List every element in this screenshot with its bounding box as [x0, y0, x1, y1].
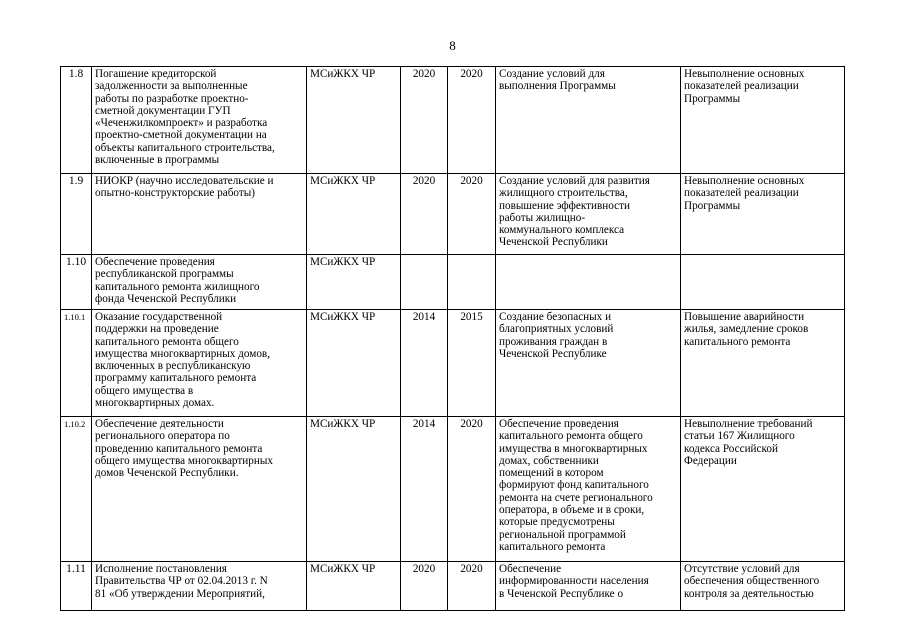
table-row [61, 417, 845, 562]
end-year: 2015 [448, 310, 496, 417]
measure-name: Оказание государственной поддержки на проведение капитального ремонта общего имущества многоквартирных домов, включенных в республиканскую программу капитального ремонта общего имущества в многоквартирных домах. [92, 310, 307, 417]
table-row [61, 310, 845, 417]
measure-name: Обеспечение проведения республиканской программы капитального ремонта жилищного фонда Чеченской Республики [92, 255, 307, 310]
page-number: 8 [449, 38, 456, 53]
end-year: 2020 [448, 417, 496, 562]
end-year: 2020 [448, 174, 496, 255]
row-number: 1.10.1 [61, 310, 92, 417]
non-fulfillment-consequence: Невыполнение основных показателей реализации Программы [681, 174, 845, 255]
table-row [61, 562, 845, 611]
executor-cell: МСиЖКХ ЧР [307, 417, 401, 562]
executor-cell: МСиЖКХ ЧР [307, 174, 401, 255]
table-row [61, 174, 845, 255]
start-year: 2014 [401, 310, 448, 417]
table-row [61, 255, 845, 310]
expected-result: Обеспечение проведения капитального ремонта общего имущества в многоквартирных домах, собственники помещений в котором формируют фонд капитального ремонта на счете регионального оператора, в объеме и в сроки, которые предусмотрены региональной программой капитального ремонта [496, 417, 681, 562]
row-number: 1.11 [61, 562, 92, 611]
measure-name: Исполнение постановления Правительства ЧР от 02.04.2013 г. N 81 «Об утверждении Мероприятий, [92, 562, 307, 611]
start-year: 2014 [401, 417, 448, 562]
measure-name: Погашение кредиторской задолженности за выполненные работы по разработке проектно- сметной документации ГУП «Чеченжилкомпроект» и разработка проектно-сметной документации на объекты капитального строительства, включенные в программы [92, 67, 307, 174]
non-fulfillment-consequence: Невыполнение основных показателей реализации Программы [681, 67, 845, 174]
non-fulfillment-consequence: Повышение аварийности жилья, замедление сроков капитального ремонта [681, 310, 845, 417]
non-fulfillment-consequence [681, 255, 845, 310]
executor-cell: МСиЖКХ ЧР [307, 67, 401, 174]
row-number: 1.9 [61, 174, 92, 255]
measures-table [60, 66, 845, 611]
end-year: 2020 [448, 67, 496, 174]
start-year: 2020 [401, 562, 448, 611]
row-number: 1.8 [61, 67, 92, 174]
table-row [61, 67, 845, 174]
start-year: 2020 [401, 174, 448, 255]
row-number: 1.10.2 [61, 417, 92, 562]
expected-result: Создание условий для развития жилищного строительства, повышение эффективности работы жилищно- коммунального комплекса Чеченской Республики [496, 174, 681, 255]
executor-cell: МСиЖКХ ЧР [307, 562, 401, 611]
expected-result: Создание безопасных и благоприятных условий проживания граждан в Чеченской Республике [496, 310, 681, 417]
start-year: 2020 [401, 67, 448, 174]
non-fulfillment-consequence: Отсутствие условий для обеспечения общественного контроля за деятельностью [681, 562, 845, 611]
non-fulfillment-consequence: Невыполнение требований статьи 167 Жилищного кодекса Российской Федерации [681, 417, 845, 562]
expected-result: Обеспечение информированности населения в Чеченской Республике о [496, 562, 681, 611]
start-year [401, 255, 448, 310]
expected-result [496, 255, 681, 310]
measure-name: Обеспечение деятельности регионального оператора по проведению капитального ремонта общего имущества многоквартирных домов Чеченской Республики. [92, 417, 307, 562]
row-number: 1.10 [61, 255, 92, 310]
end-year: 2020 [448, 562, 496, 611]
expected-result: Создание условий для выполнения Программы [496, 67, 681, 174]
executor-cell: МСиЖКХ ЧР [307, 310, 401, 417]
measure-name: НИОКР (научно исследовательские и опытно-конструкторские работы) [92, 174, 307, 255]
executor-cell: МСиЖКХ ЧР [307, 255, 401, 310]
end-year [448, 255, 496, 310]
